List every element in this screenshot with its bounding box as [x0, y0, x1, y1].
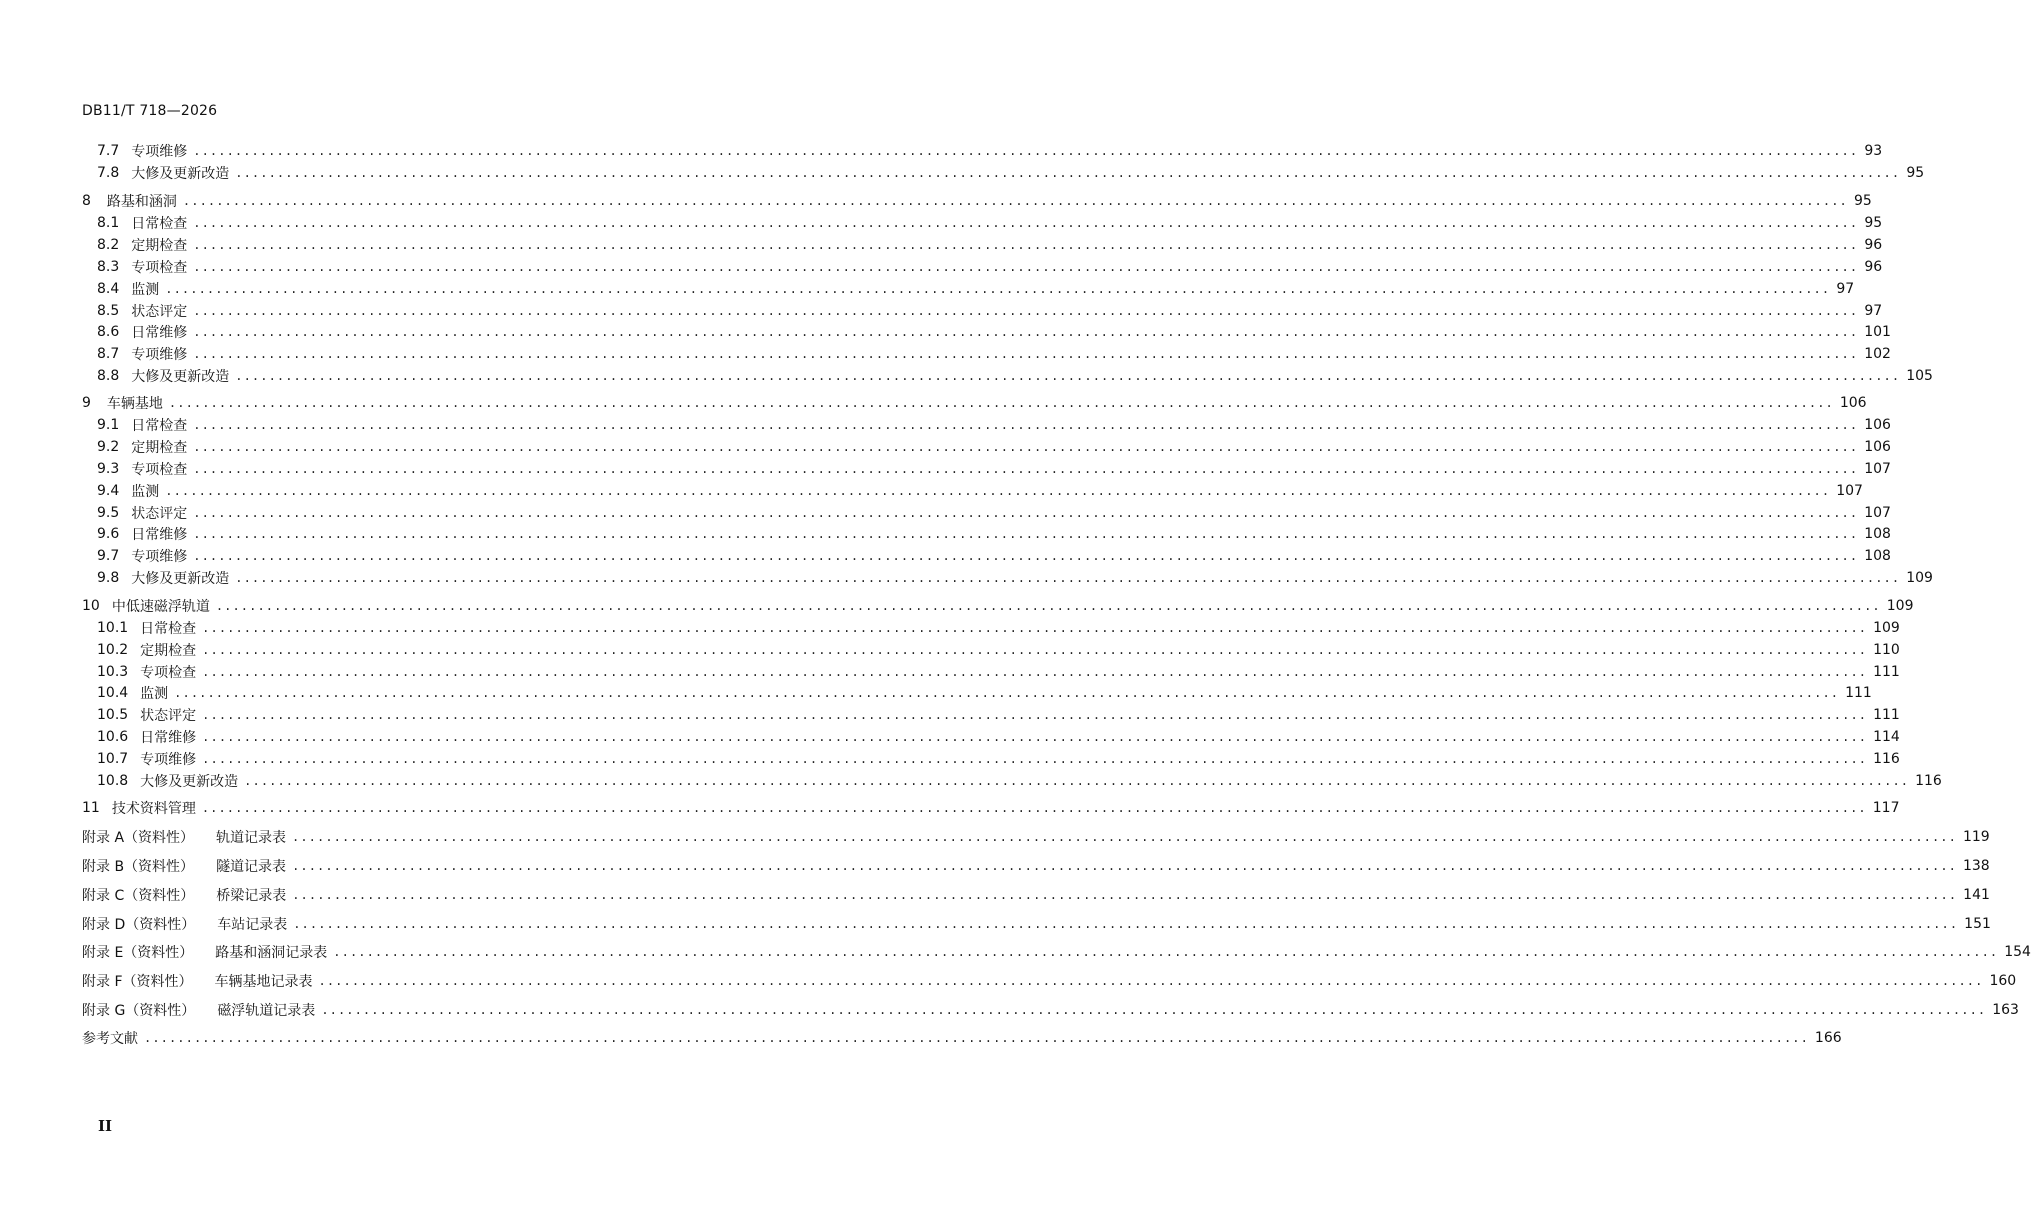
toc-entry-title: 参考文献 [82, 1031, 138, 1047]
toc-entry[interactable] [97, 344, 1891, 364]
toc-entry-page: 97 [1864, 303, 1883, 319]
toc-entry-title: 大修及更新改造 [131, 166, 230, 182]
toc-leader-dots: ........................................................................................................................................................................................................ [193, 347, 1859, 361]
toc-entry-title: 路基和涵洞记录表 [215, 945, 328, 961]
toc-entry-title: 技术资料管理 [111, 801, 196, 817]
toc-leader-dots: ........................................................................................................................................................................................................ [165, 484, 1831, 498]
toc-entry-number: 7.7 [97, 143, 120, 159]
toc-entry[interactable] [97, 568, 1933, 588]
toc-entry[interactable] [97, 749, 1900, 769]
toc-entry-title: 状态评定 [131, 506, 188, 522]
toc-entry-number: 7.8 [97, 165, 120, 181]
toc-entry[interactable] [82, 914, 1991, 934]
toc-entry-number: 8.4 [97, 281, 120, 297]
toc-entry[interactable] [97, 683, 1872, 703]
toc-entry-title: 专项维修 [140, 752, 197, 768]
toc-entry-title: 日常维修 [131, 325, 188, 341]
toc-leader-dots: ........................................................................................................................................................................................................ [292, 830, 1957, 844]
toc-entry-title: 定期检查 [131, 238, 188, 254]
toc-entry-number: 8.2 [97, 237, 120, 253]
toc-leader-dots: ........................................................................................................................................................................................................ [202, 752, 1868, 766]
toc-entry-page: 95 [1906, 165, 1925, 181]
toc-entry-title: 专项检查 [131, 462, 188, 478]
toc-entry-page: 160 [1989, 973, 2017, 989]
toc-entry[interactable] [97, 213, 1883, 233]
toc-entry-page: 105 [1906, 368, 1933, 384]
toc-entry-page: 96 [1864, 259, 1883, 275]
toc-leader-dots: ........................................................................................................................................................................................................ [202, 643, 1868, 657]
toc-entry[interactable] [82, 827, 1990, 847]
toc-leader-dots: ........................................................................................................................................................................................................ [333, 945, 1999, 959]
toc-entry-number: 10.6 [97, 729, 129, 745]
toc-leader-dots: ........................................................................................................................................................................................................ [202, 730, 1868, 744]
toc-leader-dots: ........................................................................................................................................................................................................ [193, 506, 1859, 520]
toc-entry[interactable] [97, 546, 1891, 566]
toc-entry-title: 大修及更新改造 [131, 369, 230, 385]
document-code: DB11/T 718—2026 [82, 103, 218, 119]
toc-entry-number: 8.7 [97, 346, 120, 362]
toc-entry-number: 附录 D（资料性） [82, 917, 196, 933]
toc-leader-dots: ........................................................................................................................................................................................................ [144, 1031, 1809, 1045]
toc-entry-page: 111 [1873, 707, 1900, 723]
toc-entry-page: 101 [1864, 324, 1891, 340]
toc-entry[interactable] [82, 191, 1872, 211]
toc-entry-title: 日常维修 [140, 730, 197, 746]
toc-entry[interactable] [82, 942, 2031, 962]
toc-entry-title: 专项检查 [140, 665, 197, 681]
toc-leader-dots: ........................................................................................................................................................................................................ [235, 369, 1901, 383]
toc-entry[interactable] [97, 279, 1855, 299]
toc-entry-page: 107 [1864, 461, 1891, 477]
toc-entry-number: 附录 G（资料性） [82, 1003, 196, 1019]
toc-entry[interactable] [97, 705, 1900, 725]
toc-entry-number: 附录 E（资料性） [82, 945, 194, 961]
toc-entry-page: 116 [1873, 751, 1900, 767]
toc-entry-title: 监测 [140, 686, 169, 702]
toc-entry-page: 111 [1845, 685, 1872, 701]
toc-entry[interactable] [82, 1000, 2019, 1020]
toc-entry[interactable] [82, 856, 1990, 876]
toc-leader-dots: ........................................................................................................................................................................................................ [193, 418, 1859, 432]
toc-entry-number: 9 [82, 395, 91, 411]
toc-entry-title: 轨道记录表 [216, 830, 287, 846]
toc-entry-title: 专项维修 [131, 549, 188, 565]
toc-entry[interactable] [97, 640, 1900, 660]
toc-entry[interactable] [97, 503, 1891, 523]
toc-leader-dots: ........................................................................................................................................................................................................ [215, 599, 1881, 613]
toc-entry-title: 隧道记录表 [216, 859, 287, 875]
toc-entry-number: 附录 B（资料性） [82, 859, 195, 875]
toc-entry-page: 114 [1873, 729, 1900, 745]
toc-entry-page: 102 [1864, 346, 1891, 362]
toc-leader-dots: ........................................................................................................................................................................................................ [193, 549, 1859, 563]
toc-entry[interactable] [82, 885, 1990, 905]
toc-leader-dots: ........................................................................................................................................................................................................ [182, 194, 1848, 208]
toc-entry[interactable] [97, 662, 1900, 682]
toc-leader-dots: ........................................................................................................................................................................................................ [202, 621, 1868, 635]
toc-entry-page: 109 [1873, 620, 1900, 636]
toc-entry[interactable] [82, 1028, 1842, 1048]
toc-entry-page: 107 [1864, 505, 1891, 521]
toc-entry-title: 磁浮轨道记录表 [217, 1003, 316, 1019]
toc-entry-number: 9.7 [97, 548, 120, 564]
toc-entry-number: 8.6 [97, 324, 120, 340]
toc-entry-page: 154 [2004, 944, 2031, 960]
toc-entry-page: 141 [1963, 887, 1990, 903]
toc-leader-dots: ........................................................................................................................................................................................................ [193, 462, 1859, 476]
toc-entry-number: 附录 A（资料性） [82, 830, 195, 846]
toc-entry-page: 116 [1915, 773, 1942, 789]
toc-entry-page: 138 [1962, 858, 1990, 874]
toc-entry-title: 桥梁记录表 [216, 888, 287, 904]
toc-entry-number: 9.5 [97, 505, 120, 521]
toc-entry-number: 9.3 [97, 461, 120, 477]
toc-entry-page: 106 [1864, 417, 1891, 433]
toc-entry-number: 10.7 [97, 751, 129, 767]
toc-entry-page: 93 [1864, 143, 1883, 159]
toc-entry-number: 10.2 [97, 642, 129, 658]
toc-entry-number: 10 [82, 598, 100, 614]
toc-leader-dots: ........................................................................................................................................................................................................ [202, 665, 1868, 679]
toc-entry-page: 106 [1864, 439, 1891, 455]
toc-entry[interactable] [97, 235, 1883, 255]
toc-entry[interactable] [82, 798, 1900, 818]
toc-leader-dots: ........................................................................................................................................................................................................ [193, 527, 1859, 541]
toc-entry-page: 151 [1964, 916, 1991, 932]
toc-entry-number: 8.8 [97, 368, 120, 384]
toc-entry-number: 8.5 [97, 303, 120, 319]
toc-leader-dots: ........................................................................................................................................................................................................ [193, 260, 1859, 274]
toc-entry-title: 日常检查 [140, 621, 197, 637]
toc-entry-page: 117 [1872, 800, 1900, 816]
toc-leader-dots: ........................................................................................................................................................................................................ [165, 282, 1831, 296]
toc-entry-title: 监测 [131, 484, 160, 500]
toc-entry-title: 专项检查 [131, 260, 188, 276]
toc-leader-dots: ........................................................................................................................................................................................................ [193, 304, 1859, 318]
toc-entry-number: 11 [82, 800, 100, 816]
toc-entry[interactable] [97, 727, 1900, 747]
toc-leader-dots: ........................................................................................................................................................................................................ [193, 440, 1859, 454]
toc-entry[interactable] [82, 596, 1914, 616]
toc-entry-page: 111 [1873, 664, 1900, 680]
toc-entry-page: 107 [1836, 483, 1863, 499]
toc-entry-page: 109 [1886, 598, 1914, 614]
page-number-roman: II [98, 1117, 113, 1135]
toc-entry-page: 109 [1906, 570, 1933, 586]
toc-entry-title: 状态评定 [131, 304, 188, 320]
toc-entry-number: 10.4 [97, 685, 129, 701]
toc-entry-title: 大修及更新改造 [140, 774, 239, 790]
toc-entry-number: 9.8 [97, 570, 120, 586]
toc-entry-page: 166 [1814, 1030, 1842, 1046]
toc-entry[interactable] [97, 459, 1891, 479]
toc-entry-title: 监测 [131, 282, 160, 298]
toc-entry-number: 8.1 [97, 215, 120, 231]
toc-leader-dots: ........................................................................................................................................................................................................ [168, 396, 1834, 410]
toc-entry[interactable] [97, 322, 1891, 342]
toc-leader-dots: ........................................................................................................................................................................................................ [235, 166, 1901, 180]
toc-entry-number: 8 [82, 193, 91, 209]
toc-entry-page: 95 [1854, 193, 1872, 209]
toc-entry-title: 大修及更新改造 [131, 571, 230, 587]
toc-entry[interactable] [82, 971, 2017, 991]
toc-leader-dots: ........................................................................................................................................................................................................ [292, 888, 1958, 902]
toc-entry-page: 163 [1992, 1002, 2019, 1018]
toc-leader-dots: ........................................................................................................................................................................................................ [292, 859, 1957, 873]
toc-leader-dots: ........................................................................................................................................................................................................ [201, 801, 1867, 815]
toc-leader-dots: ........................................................................................................................................................................................................ [293, 917, 1959, 931]
toc-entry[interactable] [97, 366, 1933, 386]
toc-entry-page: 110 [1873, 642, 1900, 658]
toc-entry-title: 专项维修 [131, 347, 188, 363]
toc-entry-number: 9.1 [97, 417, 120, 433]
toc-leader-dots: ........................................................................................................................................................................................................ [202, 708, 1868, 722]
toc-entry-title: 定期检查 [140, 643, 197, 659]
toc-entry-number: 附录 F（资料性） [82, 974, 193, 990]
toc-entry-title: 专项维修 [131, 144, 188, 160]
toc-entry-page: 108 [1864, 548, 1891, 564]
toc-entry-number: 10.3 [97, 664, 129, 680]
toc-entry[interactable] [97, 415, 1891, 435]
toc-leader-dots: ........................................................................................................................................................................................................ [235, 571, 1901, 585]
toc-entry-title: 车辆基地记录表 [214, 974, 313, 990]
toc-entry[interactable] [97, 301, 1883, 321]
toc-entry-number: 9.4 [97, 483, 120, 499]
toc-entry-number: 附录 C（资料性） [82, 888, 195, 904]
toc-entry[interactable] [82, 393, 1867, 413]
toc-leader-dots: ........................................................................................................................................................................................................ [244, 774, 1910, 788]
toc-entry-number: 10.1 [97, 620, 129, 636]
toc-entry-title: 日常检查 [131, 418, 188, 434]
toc-entry-page: 108 [1864, 526, 1891, 542]
toc-leader-dots: ........................................................................................................................................................................................................ [193, 144, 1859, 158]
toc-entry-page: 119 [1962, 829, 1990, 845]
toc-entry-title: 日常检查 [131, 216, 188, 232]
toc-entry[interactable] [97, 771, 1942, 791]
toc-entry-number: 9.6 [97, 526, 120, 542]
toc-leader-dots: ........................................................................................................................................................................................................ [318, 974, 1984, 988]
toc-entry-title: 中低速磁浮轨道 [111, 599, 210, 615]
toc-entry-title: 定期检查 [131, 440, 188, 456]
toc-entry-page: 95 [1864, 215, 1883, 231]
toc-entry-number: 8.3 [97, 259, 120, 275]
toc-entry[interactable] [97, 163, 1925, 183]
toc-entry[interactable] [97, 257, 1883, 277]
toc-entry-title: 日常维修 [131, 527, 188, 543]
toc-leader-dots: ........................................................................................................................................................................................................ [193, 325, 1859, 339]
toc-entry-page: 97 [1836, 281, 1855, 297]
toc-entry[interactable] [97, 437, 1891, 457]
toc-leader-dots: ........................................................................................................................................................................................................ [193, 216, 1859, 230]
toc-entry-page: 96 [1864, 237, 1883, 253]
toc-entry-title: 车辆基地 [106, 396, 163, 412]
toc-entry-number: 10.5 [97, 707, 129, 723]
toc-entry-title: 状态评定 [140, 708, 197, 724]
toc-entry[interactable] [97, 141, 1883, 161]
toc-entry-page: 106 [1839, 395, 1867, 411]
toc-entry[interactable] [97, 481, 1863, 501]
toc-leader-dots: ........................................................................................................................................................................................................ [174, 686, 1840, 700]
toc-leader-dots: ........................................................................................................................................................................................................ [321, 1003, 1987, 1017]
toc-entry-number: 10.8 [97, 773, 129, 789]
toc-leader-dots: ........................................................................................................................................................................................................ [193, 238, 1859, 252]
toc-entry[interactable] [97, 524, 1891, 544]
toc-entry-title: 车站记录表 [217, 917, 288, 933]
toc-entry[interactable] [97, 618, 1900, 638]
toc-entry-number: 9.2 [97, 439, 120, 455]
toc-entry-title: 路基和涵洞 [106, 194, 177, 210]
